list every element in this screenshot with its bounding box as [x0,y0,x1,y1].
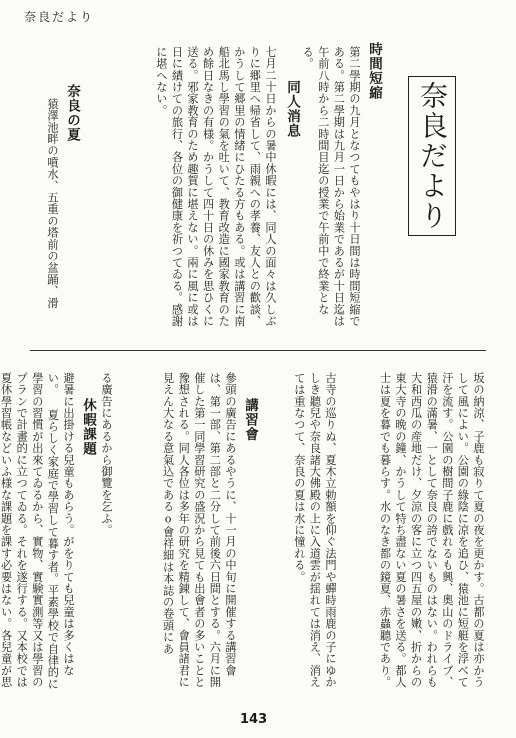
nara-body: 猿澤池畔の噴水、五重の塔前の盆踊、滑 [46,98,59,309]
dojin-heading: 同人消息 [284,80,300,138]
kyuka-body: 避暑に出掛ける兒童もあらう。がをりても兒童は多くはない。 夏らしく家庭で學習して暮す者。平素學校で自律的に學習の習慣が出來てゐるから、實物、實験實測等又は學習のプランで計畫的に立つてゐる。それを遂行する。又本校では夏休學習帳などいふ様な課題を課す必要はない。各兒童が思 [0,372,75,690]
summer-text-col2: 古寺の巡りぬ、夏木立勅額を仰ぐ法門や蟬時雨鹿の子にゆかしき聽兒や奈良諸大佛殿の上に入道雲が揺れては消え、消えては重なつて、奈良の夏は水に憧れる。 [292,372,337,688]
title-box [408,76,456,236]
koshu-heading: 講習會 [242,398,258,442]
koshu-body-end: る廣告にあるから御覽を乞ふ。 [100,372,113,536]
page-number: 143 [240,712,268,727]
running-head: 奈良だより [24,10,95,24]
page-title: 奈良だより [416,81,449,231]
nara-heading: 奈良の夏 [64,84,80,142]
summer-text-col1: 坂の納涼、子鹿も寂りて夏の夜を更かす。古都の夏は亦かうして風によい。公園の綠陰に凉を追ひ、猿池に短艇を浮べて汗を流す。公園の樹間子鹿に戲れるも興、奧山のドライブ、猿滑の滿暑、一として奈良の誇でないものはない。われらも大和西瓜の産地だけ、夕涼の客に立つ四五屋の嫩、折からの東大寺の晩の鐘、かうして特ち盡ない夏の暑さを送る。都人士は夏を暮でも暮らす。水のなき都の鏡夏、赤蟲聽であり。 [378,372,485,688]
kyuka-heading: 休暇課題 [80,398,96,456]
koshu-body: 參頭の廣告にあるやうに、十一月の中旬に開催する講習會は、第一部、第二部と二分して前後六日間とする。六月に開催した第一同學習研究の盛況から見ても出會者の多いことと豫想される。同人各位は多年の研究を精錬して、會員諸君に見えん大なる意氣込であるo會祥細は本誌の卷頭にあ [161,372,237,688]
jikan-heading: 時間短縮 [366,42,382,100]
jikan-body: 第二學期の九月となつてもやはり十日間は時間短縮である。第二學期は九月一日から始業であるが十日迄は午前八時から二時間目迄の授業で午前中で終業となる。 [301,46,361,327]
dojin-body: 七月二十日からの暑中休暇には、同人の面々は久しぶりに郷里へ帰省して、雨親への孝養、友人との歡談、かうして郷里の情緒にひたる方もある。或は講習に南船北馬し學習の氣を吐いて、教育改造に國家教育のため餘日なきの有様。かうして四十日の休みを思ひくに送る。邪家教育のため趣賀に堪えない。兩に風に或は日に績けての旅行、各位の御健康を祈つてゐる。感謝に堪へない。 [154,46,277,327]
section-divider [30,350,486,351]
